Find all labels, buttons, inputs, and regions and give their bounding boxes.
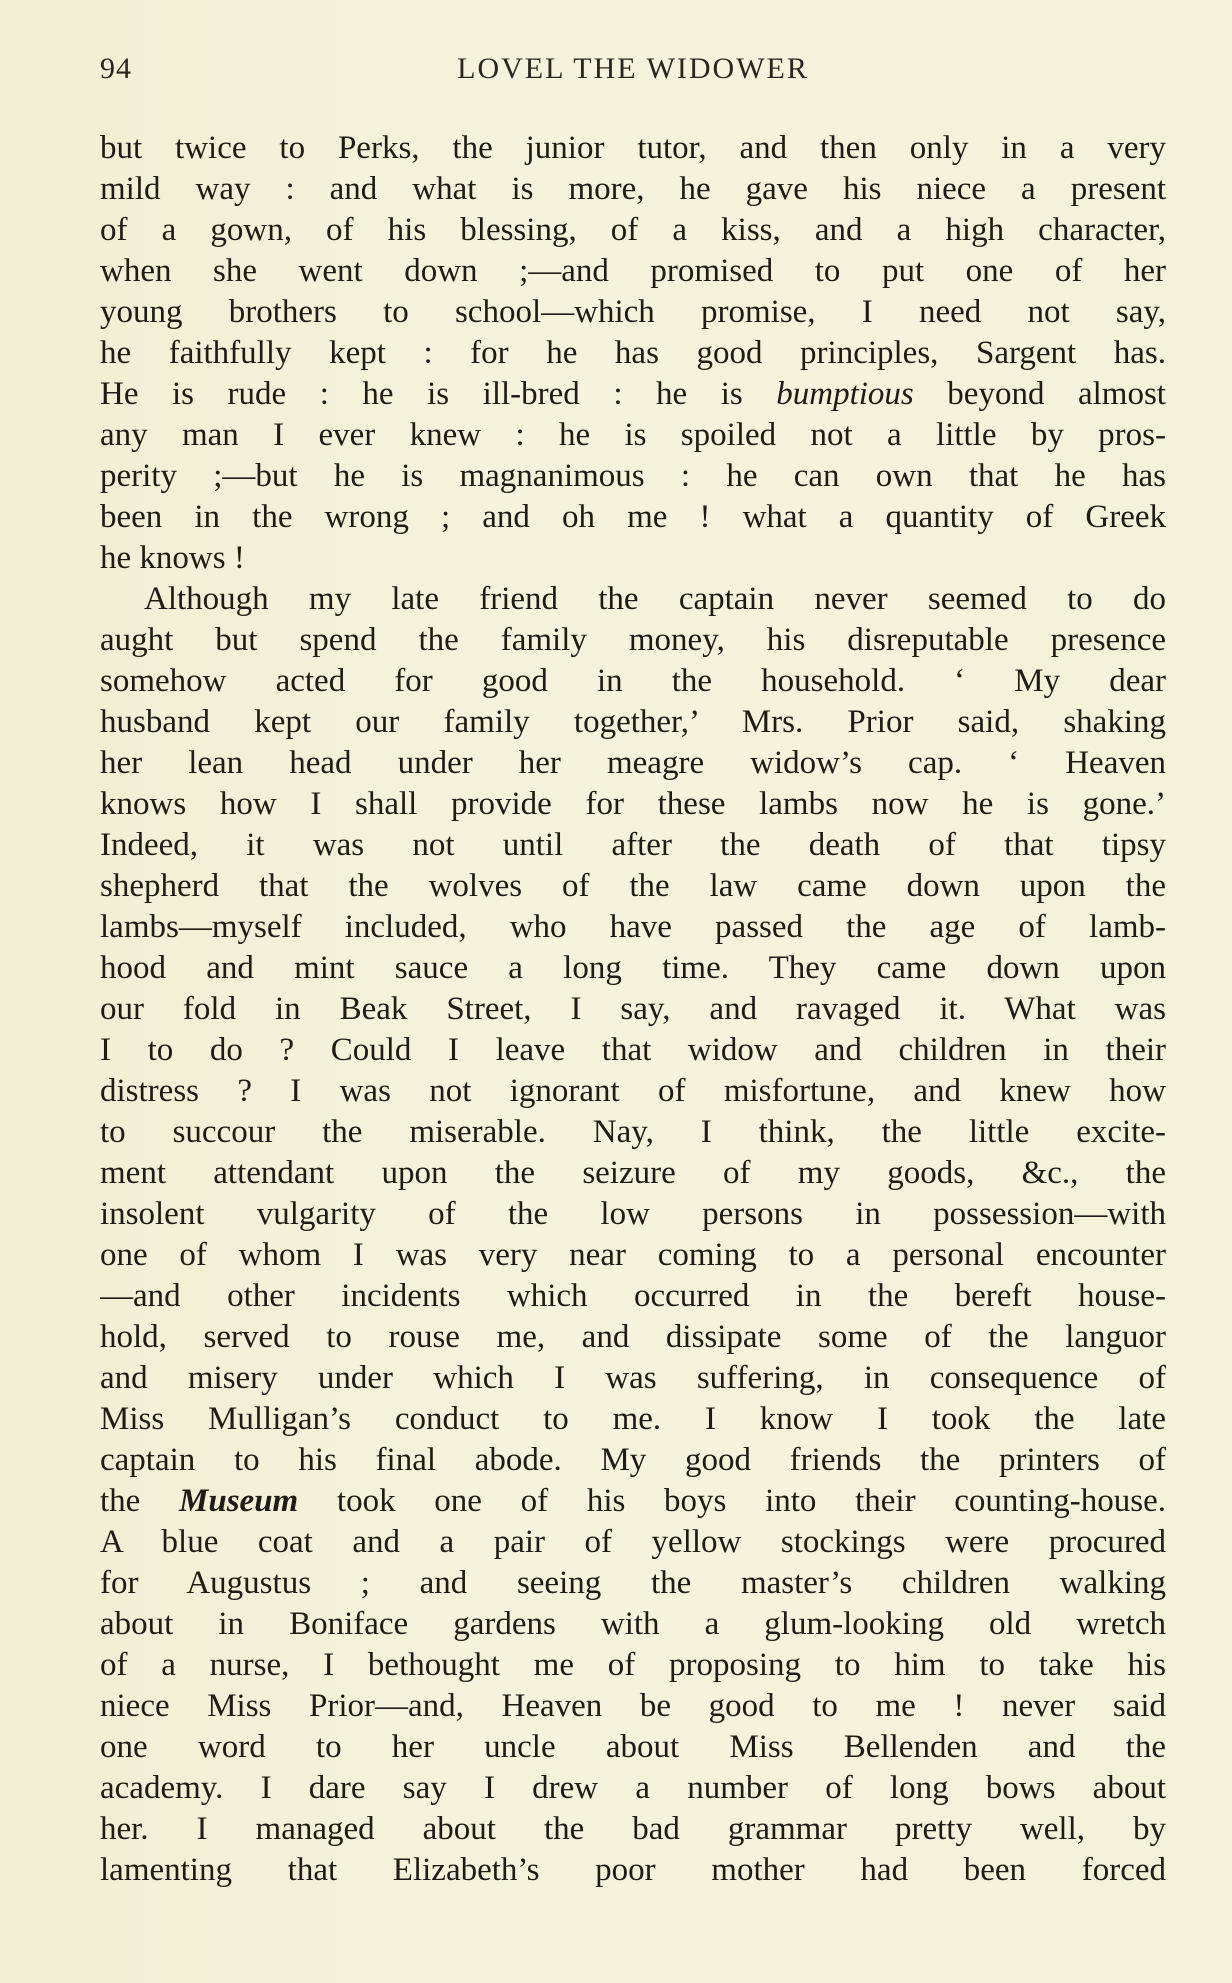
text-line: her lean head under her meagre widow’s cap. ‘ Heaven <box>100 745 1166 781</box>
text-line: Indeed, it was not until after the death of that tipsy <box>100 827 1166 863</box>
text-line: captain to his final abode. My good friends the printers of <box>100 1442 1166 1478</box>
text-line: distress ? I was not ignorant of misfortune, and knew how <box>100 1073 1166 1109</box>
page-number: 94 <box>100 52 132 85</box>
text-line: aught but spend the family money, his disreputable presence <box>100 622 1166 658</box>
text-line: —and other incidents which occurred in the bereft house- <box>100 1278 1166 1314</box>
text-line: for Augustus ; and seeing the master’s children walking <box>100 1565 1166 1601</box>
text-line: of a nurse, I bethought me of proposing to him to take his <box>100 1647 1166 1683</box>
text-line: lamenting that Elizabeth’s poor mother had been forced <box>100 1852 1166 1888</box>
text-line: our fold in Beak Street, I say, and ravaged it. What was <box>100 991 1166 1027</box>
text-line: been in the wrong ; and oh me ! what a quantity of Greek <box>100 499 1166 535</box>
text-line: any man I ever knew : he is spoiled not a little by pros- <box>100 417 1166 453</box>
text-line: niece Miss Prior—and, Heaven be good to me ! never said <box>100 1688 1166 1724</box>
text-line: but twice to Perks, the junior tutor, and then only in a very <box>100 130 1166 166</box>
page-header <box>100 52 1166 98</box>
text-line: and misery under which I was suffering, in consequence of <box>100 1360 1166 1396</box>
text-line: he faithfully kept : for he has good principles, Sargent has. <box>100 335 1166 371</box>
text-line: of a gown, of his blessing, of a kiss, and a high character, <box>100 212 1166 248</box>
text-line <box>100 1481 1166 1522</box>
text-line: to succour the miserable. Nay, I think, the little excite- <box>100 1114 1166 1150</box>
text-line: young brothers to school—which promise, I need not say, <box>100 294 1166 330</box>
text-line: shepherd that the wolves of the law came down upon the <box>100 868 1166 904</box>
text-line: I to do ? Could I leave that widow and children in their <box>100 1032 1166 1068</box>
text-line: mild way : and what is more, he gave his niece a present <box>100 171 1166 207</box>
text-line: insolent vulgarity of the low persons in possession—with <box>100 1196 1166 1232</box>
italic-word: bumptious <box>776 376 914 412</box>
text-line: lambs—myself included, who have passed the age of lamb- <box>100 909 1166 945</box>
text-line: A blue coat and a pair of yellow stockings were procured <box>100 1524 1166 1560</box>
italic-title: Museum <box>179 1483 299 1519</box>
text-line: hood and mint sauce a long time. They came down upon <box>100 950 1166 986</box>
text-segment: took one of his boys into their counting-house. <box>298 1483 1166 1519</box>
text-line: Miss Mulligan’s conduct to me. I know I took the late <box>100 1401 1166 1437</box>
text-line <box>100 374 1166 415</box>
text-line: one of whom I was very near coming to a personal encounter <box>100 1237 1166 1273</box>
text-line: academy. I dare say I drew a number of long bows about <box>100 1770 1166 1806</box>
text-line: one word to her uncle about Miss Bellenden and the <box>100 1729 1166 1765</box>
text-line: he knows ! <box>100 540 245 576</box>
text-segment: the <box>100 1483 180 1519</box>
text-line: when she went down ;—and promised to put one of her <box>100 253 1166 289</box>
text-line: ment attendant upon the seizure of my goods, &c., the <box>100 1155 1166 1191</box>
text-line: husband kept our family together,’ Mrs. Prior said, shaking <box>100 704 1166 740</box>
text-line: hold, served to rouse me, and dissipate some of the languor <box>100 1319 1166 1355</box>
text-line: perity ;—but he is magnanimous : he can own that he has <box>100 458 1166 494</box>
text-line: about in Boniface gardens with a glum-looking old wretch <box>100 1606 1166 1642</box>
text-segment: beyond almost <box>913 376 1166 412</box>
text-line: Although my late friend the captain never seemed to do <box>144 581 1166 617</box>
body-text <box>100 128 1166 1891</box>
text-segment: He is rude : he is ill-bred : he is <box>100 376 777 412</box>
text-line: somehow acted for good in the household. ‘ My dear <box>100 663 1166 699</box>
running-head: LOVEL THE WIDOWER <box>457 52 809 85</box>
text-line: knows how I shall provide for these lambs now he is gone.’ <box>100 786 1166 822</box>
text-line: her. I managed about the bad grammar pretty well, by <box>100 1811 1166 1847</box>
